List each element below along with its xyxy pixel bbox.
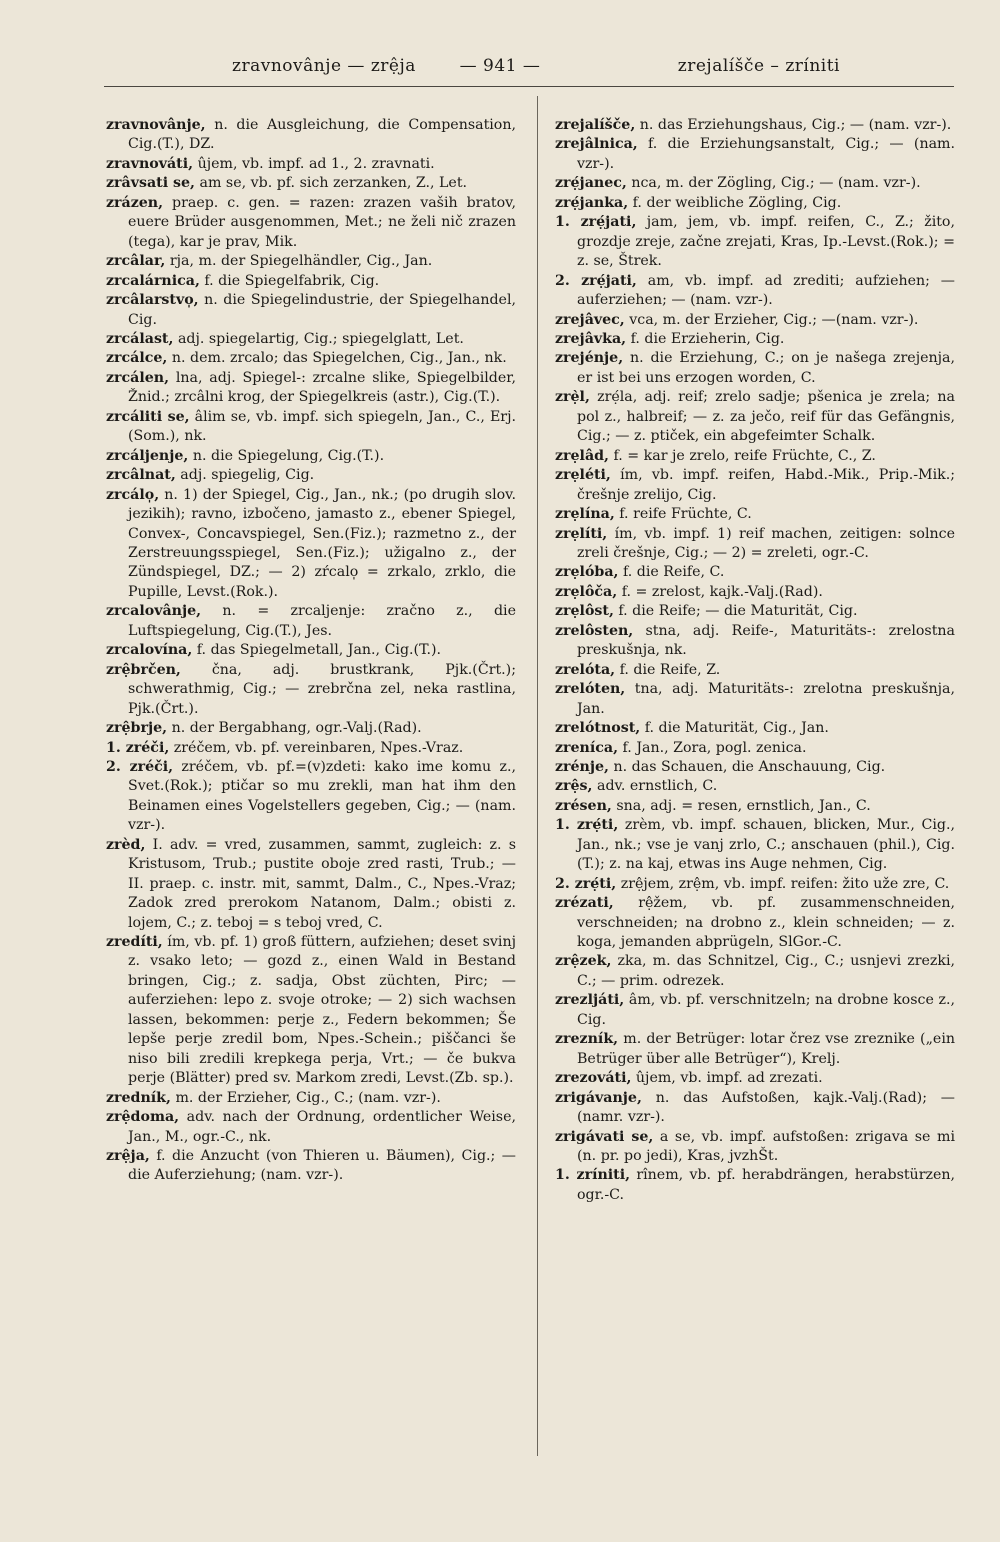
entry-headword: zrệdoma,: [106, 1109, 180, 1126]
dictionary-entry: [106, 719, 516, 738]
entry-headword: zrẹléti,: [555, 467, 611, 484]
dictionary-entry: [106, 466, 516, 485]
entry-definition: rînem, vb. pf. herabdrängen, herabstürzen, ogr.-C.: [577, 1167, 955, 1203]
dictionary-entry: [106, 836, 516, 933]
entry-headword: zrezník,: [555, 1031, 619, 1048]
entry-headword: 1. zréči,: [106, 739, 170, 756]
entry-headword: 2. zrẹ́jati,: [555, 272, 637, 289]
entry-definition: m. der Erzieher, Cig., C.; (nam. vzr-).: [170, 1089, 441, 1106]
entry-definition: n. die Erziehung, C.; on je našega zrejenja, er ist bei uns erzogen worden, C.: [577, 350, 955, 386]
dictionary-entry: [555, 952, 955, 991]
entry-definition: n. der Bergabhang, ogr.-Valj.(Rad).: [167, 720, 422, 737]
entry-definition: f. die Reife, C.: [618, 564, 725, 581]
entry-headword: zrcáliti se,: [106, 408, 190, 425]
entry-headword: 1. zrẹ́ti,: [555, 817, 619, 834]
entry-definition: jam, jem, vb. impf. reifen, C., Z.; žito, grozdje zreje, začne zrejati, Kras, Ip.-Levst.(Rok.); = z. se, Štrek.: [577, 214, 955, 270]
entry-headword: zrệbrčen,: [106, 661, 181, 678]
entry-definition: am se, vb. pf. sich zerzanken, Z., Let.: [194, 175, 468, 192]
dictionary-entry: [106, 408, 516, 447]
entry-headword: zrệs,: [555, 778, 593, 795]
entry-headword: zrệja,: [106, 1148, 150, 1165]
dictionary-entry: [106, 1147, 516, 1186]
dictionary-entry: [555, 583, 955, 602]
entry-definition: f. die Reife; — die Maturität, Cig.: [613, 603, 858, 620]
entry-definition: zrèm, vb. impf. schauen, blicken, Mur., Cig., Jan., nk.; vse je vanj zrlo, C.; anschauen (phil.), Cig.(T.); z. na kaj, etwas ins Auge nehmen, Cig.: [577, 817, 955, 873]
dictionary-entry: [555, 758, 955, 777]
entry-headword: zrénje,: [555, 758, 609, 775]
entry-headword: zrẹlâd,: [555, 447, 609, 464]
header-left-guideword: zravnovânje — zrệja: [232, 56, 416, 76]
entry-definition: adj. spiegelartig, Cig.; spiegelglatt, Let.: [173, 330, 464, 347]
entry-definition: vca, m. der Erzieher, Cig.; —(nam. vzr-).: [624, 311, 919, 328]
entry-definition: f. die Maturität, Cig., Jan.: [640, 720, 829, 737]
entry-headword: zredník,: [106, 1089, 171, 1106]
entry-headword: zrcálce,: [106, 350, 168, 367]
dictionary-entry: [555, 1069, 955, 1088]
dictionary-entry: [555, 894, 955, 952]
entry-definition: tna, adj. Maturitäts-: zrelotna preskušnja, Jan.: [577, 681, 955, 717]
page-header: [0, 56, 1000, 88]
entry-definition: adj. spiegelig, Cig.: [175, 467, 315, 484]
entry-headword: zrèd,: [106, 836, 146, 853]
dictionary-entry: [106, 661, 516, 719]
entry-definition: f. die Reife, Z.: [615, 661, 721, 678]
entry-definition: n. die Spiegelindustrie, der Spiegelhandel, Cig.: [128, 292, 516, 328]
entry-definition: adv. nach der Ordnung, ordentlicher Weise, Jan., M., ogr.-C., nk.: [128, 1109, 516, 1145]
entry-definition: âm, vb. pf. verschnitzeln; na drobne kosce z., Cig.: [577, 992, 955, 1028]
dictionary-entry: [555, 330, 955, 349]
entry-definition: n. = zrcaljenje: zračno z., die Luftspiegelung, Cig.(T.), Jes.: [128, 603, 516, 639]
entry-headword: zrcáljenje,: [106, 447, 189, 464]
entry-headword: zrẹlôst,: [555, 603, 614, 620]
entry-headword: zrelóta,: [555, 661, 616, 678]
dictionary-entry: [555, 797, 955, 816]
dictionary-entry: [106, 330, 516, 349]
dictionary-entry: [555, 213, 955, 271]
entry-headword: zreníca,: [555, 739, 619, 756]
dictionary-entry: [106, 155, 516, 174]
entry-headword: 2. zréči,: [106, 758, 174, 775]
dictionary-entry: [106, 252, 516, 271]
column-divider: [537, 96, 538, 1456]
entry-definition: zrẹ́la, adj. reif; zrelo sadje; pšenica je zrela; na pol z., halbreif; — z. za ječo, reif für das Gefängnis, Cig.; — z. ptiček, ein abgefeimter Schalk.: [577, 389, 955, 445]
entry-headword: zrcálen,: [106, 369, 170, 386]
entry-definition: am, vb. impf. ad zrediti; aufziehen; — auferziehen; — (nam. vzr-).: [577, 272, 955, 309]
dictionary-entry: [555, 680, 955, 719]
entry-definition: f. = zrelost, kajk.-Valj.(Rad).: [617, 583, 823, 600]
dictionary-entry: [106, 116, 516, 155]
entry-headword: zrézati,: [555, 895, 614, 912]
dictionary-entry: [555, 311, 955, 330]
entry-headword: zrcalovânje,: [106, 603, 202, 620]
dictionary-entry: [555, 1030, 955, 1069]
right-column: [555, 116, 955, 1205]
entry-definition: n. das Erziehungshaus, Cig.; — (nam. vzr-).: [635, 117, 952, 133]
dictionary-entry: [555, 719, 955, 738]
entry-definition: n. die Ausgleichung, die Compensation, Cig.(T.), DZ.: [128, 117, 516, 153]
entry-headword: zrázen,: [106, 194, 164, 211]
dictionary-entry: [106, 174, 516, 193]
page-number: — 941 —: [459, 56, 541, 76]
dictionary-entry: [555, 563, 955, 582]
entry-headword: zrcalovína,: [106, 642, 193, 659]
entry-definition: n. dem. zrcalo; das Spiegelchen, Cig., Jan., nk.: [167, 350, 507, 367]
entry-headword: zrcálast,: [106, 330, 174, 347]
entry-definition: a se, vb. impf. aufstoßen: zrigava se mi (n. pr. po jedi), Kras, jvzhŠt.: [577, 1128, 956, 1165]
dictionary-entry: [555, 505, 955, 524]
entry-definition: n. 1) der Spiegel, Cig., Jan., nk.; (po drugih slov. jezikih); ravno, izbočeno, jamasto z., ebener Spiegel, Convex-, Concavspiegel, Sen.(Fiz.); razmetno z., der Zerstreuungsspiegel, Sen.(Fiz.); užigalno z., der Zündspiegel, DZ.; — 2) zŕcalo̩ = zrkalo, zrklo, die Pupille, Levst.(Rok.).: [128, 486, 516, 600]
dictionary-entry: [555, 349, 955, 388]
dictionary-entry: [106, 272, 516, 291]
entry-definition: rệžem, vb. pf. zusammenschneiden, verschneiden; na drobno z., klein schneiden; — z. koga, jemanden abprügeln, SlGor.-C.: [577, 895, 955, 951]
entry-headword: zrâvsati se,: [106, 175, 195, 192]
entry-definition: sna, adj. = resen, ernstlich, Jan., C.: [611, 797, 871, 814]
dictionary-entry: [106, 758, 516, 836]
entry-definition: m. der Betrüger: lotar črez vse zreznike („ein Betrüger über alle Betrüger“), Krelj.: [577, 1031, 955, 1067]
entry-definition: čna, adj. brustkrank, Pjk.(Črt.); schwerathmig, Cig.; — zrebrčna zel, neka rastlina, Pjk.(Črt.).: [128, 661, 516, 717]
entry-headword: zrigávati se,: [555, 1128, 654, 1145]
entry-headword: zrejénje,: [555, 350, 624, 367]
dictionary-entry: [555, 116, 955, 135]
dictionary-entry: [555, 194, 955, 213]
dictionary-entry: [555, 661, 955, 680]
entry-definition: f. das Spiegelmetall, Jan., Cig.(T.).: [192, 642, 442, 659]
entry-definition: f. der weibliche Zögling, Cig.: [628, 194, 842, 211]
entry-headword: zrcalárnica,: [106, 272, 200, 289]
entry-definition: zréčem, vb. pf.=(v)zdeti: kako ime komu z., Svet.(Rok.); ptičar so mu zrekli, man hat ihm den Beinamen eines Vogelstellers gegeben, Cig.; — (nam. vzr-).: [128, 758, 516, 834]
entry-definition: ûjem, vb. impf. ad 1., 2. zravnati.: [193, 155, 435, 172]
entry-definition: zréčem, vb. pf. vereinbaren, Npes.-Vraz.: [169, 739, 464, 756]
dictionary-entry: [106, 1089, 516, 1108]
entry-headword: zrcálo̩,: [106, 486, 160, 503]
entry-headword: 2. zrẹ́ti,: [555, 875, 617, 892]
dictionary-entry: [555, 174, 955, 193]
dictionary-entry: [555, 272, 955, 311]
dictionary-entry: [555, 466, 955, 505]
dictionary-entry: [106, 447, 516, 466]
entry-definition: f. reife Früchte, C.: [614, 506, 752, 523]
dictionary-entry: [555, 1089, 955, 1128]
entry-definition: adv. ernstlich, C.: [592, 778, 718, 795]
entry-definition: nca, m. der Zögling, Cig.; — (nam. vzr-).: [626, 175, 921, 192]
entry-headword: zravnováti,: [106, 155, 194, 172]
entry-headword: zrelôsten,: [555, 622, 634, 639]
entry-headword: zrẹ̀l,: [555, 389, 590, 406]
entry-definition: lna, adj. Spiegel-: zrcalne slike, Spiegelbilder, Žnid.; zrcâlni krog, der Spiegelkreis (astr.), Cig.(T.).: [128, 369, 516, 406]
entry-definition: ím, vb. impf. reifen, Habd.-Mik., Prip.-Mik.; črešnje zrelijo, Cig.: [577, 467, 955, 503]
entry-headword: zrigávanje,: [555, 1089, 642, 1106]
entry-definition: n. das Aufstoßen, kajk.-Valj.(Rad); — (namr. vzr-).: [577, 1089, 955, 1126]
entry-headword: zrezováti,: [555, 1070, 632, 1087]
dictionary-entry: [555, 1128, 955, 1167]
entry-headword: zrelóten,: [555, 681, 626, 698]
entry-headword: zrejalíšče,: [555, 117, 636, 133]
entry-headword: zrejâlnica,: [555, 136, 638, 153]
dictionary-entry: [106, 349, 516, 368]
entry-headword: zrẹlôča,: [555, 583, 618, 600]
entry-headword: zrệzek,: [555, 953, 612, 970]
dictionary-entry: [555, 388, 955, 446]
dictionary-entry: [106, 641, 516, 660]
entry-definition: ím, vb. pf. 1) groß füttern, aufziehen; deset svinj z. vsako leto; — gozd z., einen Wald in Bestand bringen, Cig.; z. sadja, Obst züchten, Pirc; — auferziehen: lepo z. svoje otroke; — 2) sich wachsen lassen, bekommen: perje z., Federn bekommen; Še lepše perje zredil bom, Npes.-Schein.; piščanci še niso bili zredili krepkega perja, Vrt.; — če bukva perje (Blätter) pred sv. Markom zredi, Levst.(Zb. sp.).: [128, 934, 516, 1087]
dictionary-entry: [106, 1108, 516, 1147]
entry-definition: f. die Anzucht (von Thieren u. Bäumen), Cig.; — die Auferziehung; (nam. vzr-).: [128, 1148, 516, 1184]
dictionary-entry: [106, 291, 516, 330]
entry-definition: zka, m. das Schnitzel, Cig., C.; usnjevi zrezki, C.; — prim. odrezek.: [577, 953, 955, 989]
dictionary-entry: [555, 602, 955, 621]
entry-headword: zrcâlar,: [106, 253, 166, 270]
entry-definition: f. die Erziehungsanstalt, Cig.; — (nam. vzr-).: [577, 136, 955, 172]
entry-definition: rja, m. der Spiegelhändler, Cig., Jan.: [165, 253, 433, 270]
entry-definition: f. die Erzieherin, Cig.: [626, 330, 785, 347]
dictionary-entry: [106, 602, 516, 641]
dictionary-entry: [106, 194, 516, 252]
entry-definition: ûjem, vb. impf. ad zrezati.: [631, 1070, 823, 1087]
dictionary-entry: [555, 135, 955, 174]
entry-definition: âlim se, vb. impf. sich spiegeln, Jan., C., Erj.(Som.), nk.: [128, 408, 516, 445]
dictionary-entry: [555, 875, 955, 894]
entry-headword: 1. zríniti,: [555, 1167, 631, 1184]
entry-headword: zrệbrje,: [106, 720, 168, 737]
dictionary-entry: [106, 933, 516, 1089]
entry-definition: I. adv. = vred, zusammen, sammt, zugleich: z. s Kristusom, Trub.; pustite oboje zred rasti, Trub.; — II. praep. c. instr. mit, sammt, Dalm., C., Npes.-Vraz; Zadok zred prerokom Natanom, Dalm.; obisti z. lojem, C.; z. teboj = s teboj vred, C.: [128, 836, 516, 931]
entry-definition: f. = kar je zrelo, reife Früchte, C., Z.: [609, 447, 876, 464]
entry-headword: zredíti,: [106, 934, 163, 951]
entry-headword: zrẹlóba,: [555, 564, 619, 581]
entry-headword: zrésen,: [555, 797, 612, 814]
entry-headword: zrcâlarstvo̩,: [106, 292, 199, 309]
entry-headword: zrẹlína,: [555, 506, 615, 523]
dictionary-entry: [555, 739, 955, 758]
entry-headword: zrcâlnat,: [106, 467, 176, 484]
dictionary-entry: [555, 816, 955, 874]
entry-headword: zrẹ́janka,: [555, 194, 629, 211]
dictionary-entry: [106, 486, 516, 603]
entry-headword: zrẹlíti,: [555, 525, 608, 542]
entry-definition: stna, adj. Reife-, Maturitäts-: zrelostna preskušnja, nk.: [577, 622, 955, 659]
entry-definition: f. die Spiegelfabrik, Cig.: [199, 272, 380, 289]
entry-definition: praep. c. gen. = razen: zrazen vaših bratov, euere Brüder ausgenommen, Met.; ne želi nič zrazen (tega), kar je prav, Mik.: [128, 194, 516, 250]
entry-definition: n. die Spiegelung, Cig.(T.).: [188, 447, 385, 464]
dictionary-entry: [555, 777, 955, 796]
dictionary-entry: [555, 991, 955, 1030]
left-column: [106, 116, 516, 1186]
header-rule: [104, 86, 954, 87]
entry-definition: n. das Schauen, die Anschauung, Cig.: [608, 758, 886, 775]
dictionary-entry: [555, 447, 955, 466]
dictionary-entry: [555, 1166, 955, 1205]
header-right-guideword: zrejalíšče – zríniti: [677, 56, 840, 76]
entry-headword: zrejâvec,: [555, 311, 625, 328]
entry-headword: zrejâvka,: [555, 330, 627, 347]
dictionary-entry: [555, 525, 955, 564]
dictionary-entry: [555, 622, 955, 661]
entry-headword: 1. zrẹ́jati,: [555, 214, 637, 231]
entry-headword: zrezljáti,: [555, 992, 625, 1009]
entry-definition: ím, vb. impf. 1) reif machen, zeitigen: solnce zreli črešnje, Cig.; — 2) = zreleti, ogr.-C.: [577, 525, 955, 561]
entry-definition: zrệjem, zrệm, vb. impf. reifen: žito uže zre, C.: [616, 875, 950, 892]
entry-headword: zravnovânje,: [106, 117, 206, 133]
entry-headword: zrẹ́janec,: [555, 175, 627, 192]
dictionary-entry: [106, 739, 516, 758]
entry-headword: zrelótnost,: [555, 720, 641, 737]
dictionary-entry: [106, 369, 516, 408]
entry-definition: f. Jan., Zora, pogl. zenica.: [618, 739, 807, 756]
